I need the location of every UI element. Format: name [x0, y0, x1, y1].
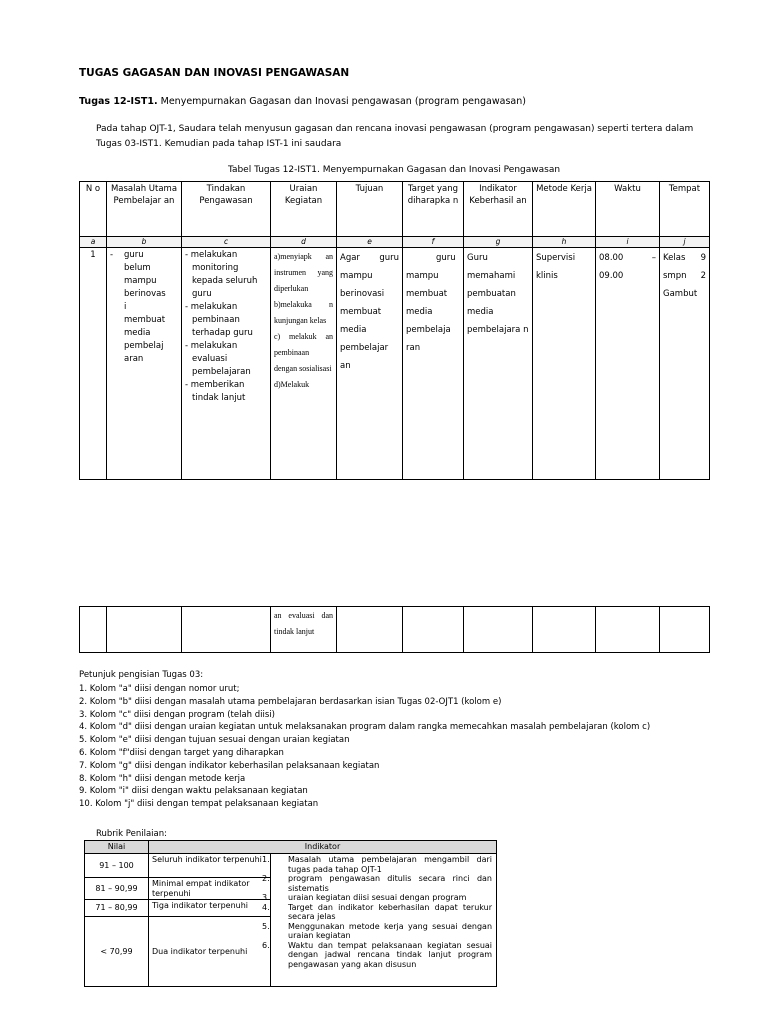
- table-caption: Tabel Tugas 12-IST1. Menyempurnakan Gagasan dan Inovasi Pengawasan: [227, 165, 561, 175]
- header-tindakan: Tindakan Pengawasan: [182, 182, 271, 237]
- header-indikator: Indikator Keberhasil an: [464, 182, 533, 237]
- bullet: -: [110, 250, 114, 260]
- cell-uraian: [271, 248, 337, 480]
- tindakan-item: - memberikan tindak lanjut: [185, 380, 246, 403]
- header-tempat: Tempat: [660, 182, 710, 237]
- column-letter: b: [107, 237, 182, 248]
- list-item: 2. Kolom "b" diisi dengan masalah utama pembelajaran berdasarkan isian Tugas 02-OJT1 (kolom e): [79, 696, 502, 707]
- header-indikator: Indikator: [149, 841, 497, 854]
- uraian-continued: an evaluasi dan tindak lanjut: [271, 607, 337, 653]
- list-item: 9. Kolom "i" diisi dengan waktu pelaksanaan kegiatan: [79, 786, 308, 797]
- rubrik-title: Rubrik Penilaian:: [96, 829, 167, 839]
- tindakan-item: - melakukan pembinaan terhadap guru: [185, 302, 253, 338]
- table-row: [85, 854, 497, 878]
- cell-tindakan: [182, 248, 271, 480]
- nilai-cell: 81 – 90,99: [85, 878, 149, 900]
- masalah-text: guru belum mampu berinovas i membuat media pembelaj aran: [124, 250, 166, 364]
- nilai-cell: 91 – 100: [85, 854, 149, 878]
- nilai-desc: Tiga indikator terpenuhi: [149, 900, 271, 917]
- indicator-item: 6. Waktu dan tempat pelaksanaan kegiatan sesuai dengan jadwal rencana tindak lanjut program pengawasan yang akan disusun: [262, 940, 493, 969]
- column-letter: g: [464, 237, 533, 248]
- cell-no: 1: [80, 248, 107, 480]
- list-item: 3. Kolom "c" diisi dengan program (telah diisi): [79, 709, 275, 720]
- column-letter: j: [660, 237, 710, 248]
- intro-paragraph: Pada tahap OJT-1, Saudara telah menyusun gagasan dan rencana inovasi pengawasan (program pengawasan) seperti tertera dalam Tugas 03-IST1. Kemudian pada tahap IST-1 ini saudara: [96, 124, 694, 149]
- header-metode: Metode Kerja: [533, 182, 596, 237]
- list-item: 4. Kolom "d" diisi dengan uraian kegiatan untuk melaksanakan program dalam rangka memecahkan masalah pembelajaran (kolom c): [79, 722, 651, 733]
- column-letter: i: [596, 237, 660, 248]
- cell-waktu: 08.00 – 09.00: [596, 248, 660, 480]
- list-item: 8. Kolom "h" diisi dengan metode kerja: [79, 773, 246, 784]
- cell-metode: Supervisi klinis: [533, 248, 596, 480]
- document-title: TUGAS GAGASAN DAN INOVASI PENGAWASAN: [79, 67, 350, 79]
- header-nilai: Nilai: [85, 841, 149, 854]
- task-table: [79, 181, 710, 480]
- column-letter: f: [403, 237, 464, 248]
- nilai-cell: 71 – 80,99: [85, 900, 149, 917]
- indicator-item: 3. uraian kegiatan diisi sesuai dengan program: [262, 893, 467, 902]
- cell-tujuan: Agar guru mampu berinovasi membuat media pembelajar an: [337, 248, 403, 480]
- nilai-desc: Seluruh indikator terpenuhi: [149, 854, 271, 878]
- cell-indikator: Guru memahami pembuatan media pembelajara n: [464, 248, 533, 480]
- indicator-item: 2. program pengawasan ditulis secara rinci dan sistematis: [262, 874, 493, 893]
- list-item: 6. Kolom "f"diisi dengan target yang diharapkan: [79, 747, 284, 758]
- cell-tempat: Kelas 9 smpn 2 Gambut: [660, 248, 710, 480]
- list-item: 7. Kolom "g" diisi dengan indikator keberhasilan pelaksanaan kegiatan: [79, 760, 380, 771]
- tindakan-item: - melakukan evaluasi pembelajaran: [185, 341, 251, 377]
- list-item: 1. Kolom "a" diisi dengan nomor urut;: [79, 684, 240, 694]
- column-letter: h: [533, 237, 596, 248]
- header-masalah: Masalah Utama Pembelajar an: [107, 182, 182, 237]
- header-waktu: Waktu: [596, 182, 660, 237]
- list-item: 5. Kolom "e" diisi dengan tujuan sesuai dengan uraian kegiatan: [79, 735, 350, 746]
- table-row: [80, 248, 710, 480]
- indicator-item: 4. Target dan indikator keberhasilan dapat terukur secara jelas: [262, 902, 493, 921]
- uraian-item: b)melakuka n kunjungan kelas: [274, 300, 333, 325]
- petunjuk-title: Petunjuk pengisian Tugas 03:: [79, 670, 204, 680]
- uraian-item: c) melakuk an pembinaan dengan sosialisasi: [274, 332, 333, 373]
- indicator-list: [262, 854, 497, 987]
- tindakan-item: - melakukan monitoring kepada seluruh guru: [185, 250, 258, 299]
- list-item: 10. Kolom "j" diisi dengan tempat pelaksanaan kegiatan: [79, 799, 319, 810]
- indicator-item: 1. Masalah utama pembelajaran mengambil dari tugas pada tahap OJT-1: [262, 855, 493, 874]
- cell-target: guru mampu membuat media pembelaja ran: [403, 248, 464, 480]
- column-letter: d: [271, 237, 337, 248]
- column-letter-row: [80, 237, 710, 248]
- rubrik-table: [84, 840, 497, 987]
- task-table-continuation: [79, 606, 710, 653]
- task-subheading-text: Menyempurnakan Gagasan dan Inovasi pengawasan (program pengawasan): [157, 96, 526, 107]
- nilai-desc: Minimal empat indikator terpenuhi: [149, 878, 271, 900]
- header-target: Target yang diharapka n: [403, 182, 464, 237]
- nilai-desc: Dua indikator terpenuhi: [149, 917, 271, 987]
- header-no: N o: [80, 182, 107, 237]
- petunjuk-list: [79, 683, 650, 811]
- task-code: Tugas 12-IST1.: [79, 96, 158, 107]
- table-header-row: [80, 182, 710, 237]
- nilai-cell: < 70,99: [85, 917, 149, 987]
- uraian-item: d)Melakuk: [274, 380, 310, 389]
- column-letter: e: [337, 237, 403, 248]
- column-letter: a: [80, 237, 107, 248]
- uraian-item: a)menyiapk an instrumen yang diperlukan: [274, 252, 333, 293]
- header-uraian: Uraian Kegiatan: [271, 182, 337, 237]
- header-tujuan: Tujuan: [337, 182, 403, 237]
- column-letter: c: [182, 237, 271, 248]
- table-row: [80, 607, 710, 653]
- cell-masalah: [107, 248, 182, 480]
- indicator-item: 5. Menggunakan metode kerja yang sesuai dengan uraian kegiatan: [262, 921, 493, 940]
- rubrik-header-row: [85, 841, 497, 854]
- task-subheading: [79, 96, 526, 107]
